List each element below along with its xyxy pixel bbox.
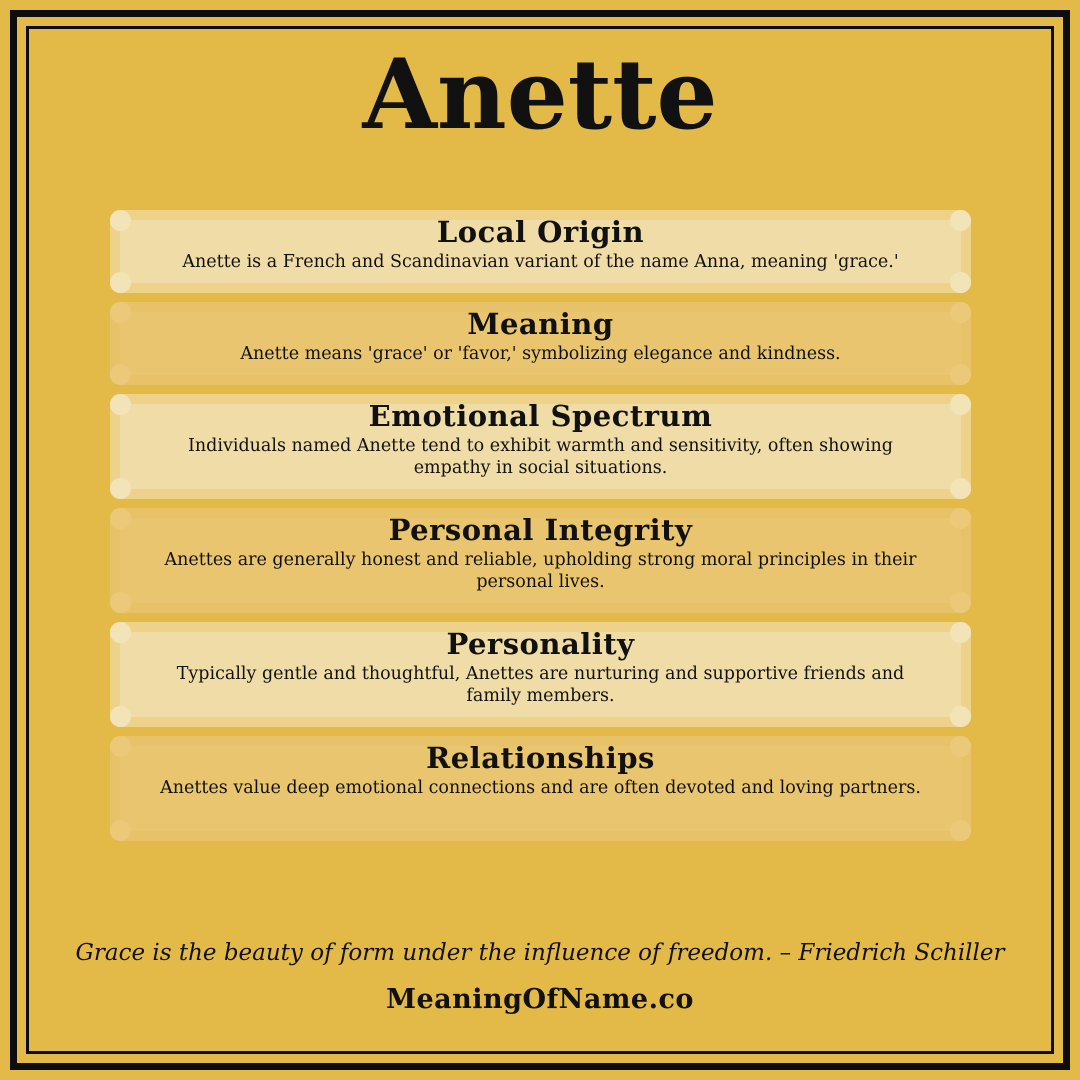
section-card-relationships [110,736,971,841]
section-heading: Emotional Spectrum [368,399,713,433]
section-heading: Meaning [467,307,614,341]
corner-ornament [110,364,131,385]
section-text: Anette is a French and Scandinavian variant of the name Anna, meaning 'grace.' [182,252,899,272]
section-text: Individuals named Anette tend to exhibit warmth and sensitivity, often showing empathy in social situations. [187,436,894,478]
corner-ornament [110,394,131,415]
corner-ornament [950,592,971,613]
section-card-emotional-spectrum [110,394,971,499]
corner-ornament [950,508,971,529]
corner-ornament [110,592,131,613]
corner-ornament [950,272,971,293]
section-card-local-origin [110,210,971,293]
corner-ornament [110,210,131,231]
corner-ornament [950,820,971,841]
section-heading: Relationships [426,741,655,775]
section-heading: Personal Integrity [388,513,693,547]
corner-ornament [950,210,971,231]
quote-text: Grace is the beauty of form under the influence of freedom. – Friedrich Schiller [75,940,1005,966]
site-name: MeaningOfName.co [386,984,694,1015]
corner-ornament [950,394,971,415]
corner-ornament [110,706,131,727]
corner-ornament [950,302,971,323]
section-heading: Personality [446,627,635,661]
corner-ornament [110,508,131,529]
name-title: Anette [362,38,718,151]
corner-ornament [110,478,131,499]
corner-ornament [110,736,131,757]
section-card-personality [110,622,971,727]
corner-ornament [950,478,971,499]
section-text: Anettes value deep emotional connections and are often devoted and loving partners. [160,778,921,798]
corner-ornament [950,736,971,757]
section-text: Typically gentle and thoughtful, Anettes are nurturing and supportive friends and family members. [176,664,905,706]
corner-ornament [110,272,131,293]
corner-ornament [950,706,971,727]
section-text: Anettes are generally honest and reliable, upholding strong moral principles in their personal lives. [164,550,917,592]
corner-ornament [950,364,971,385]
corner-ornament [110,820,131,841]
corner-ornament [950,622,971,643]
section-text: Anette means 'grace' or 'favor,' symbolizing elegance and kindness. [240,344,841,364]
section-card-personal-integrity [110,508,971,613]
corner-ornament [110,622,131,643]
corner-ornament [110,302,131,323]
section-card-meaning [110,302,971,385]
section-heading: Local Origin [436,215,645,249]
